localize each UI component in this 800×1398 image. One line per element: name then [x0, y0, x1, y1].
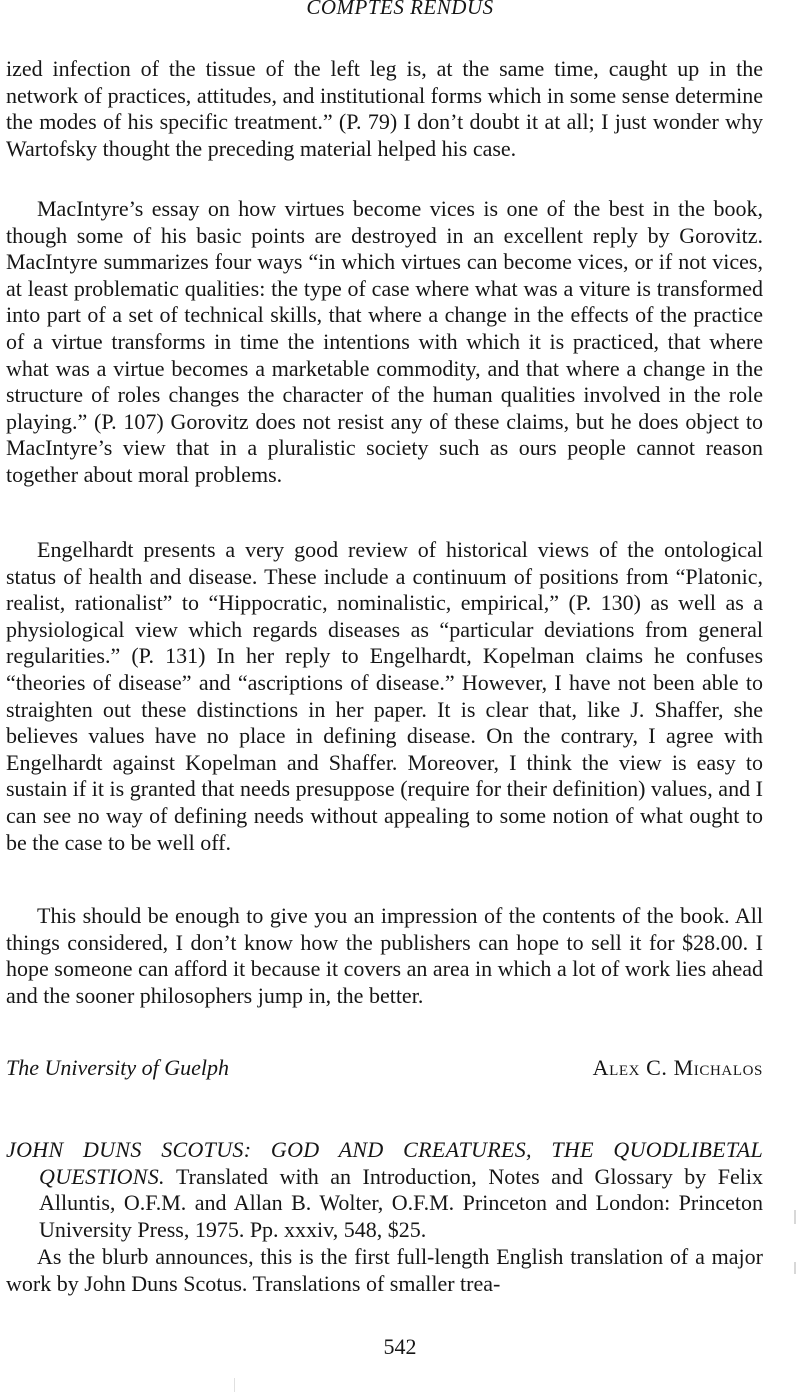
running-head: COMPTES RENDUS: [306, 0, 494, 19]
paragraph-macintyre: MacIntyre’s essay on how virtues become vices is one of the best in the book, though some of his basic points are destroyed in an excellent reply by Gorovitz. MacIntyre summarizes four ways “in which virtues can become vices, or if not vices, at least problematic qualities: the type of case where what was a viture is transformed into part of a set of technical skills, that where a change in the effects of the practice of a virtue transforms in time the intentions with which it is practiced, that where what was a virtue becomes a marketable commodity, and that where a change in the structure of roles changes the character of the human qualities involved in the role playing.” (P. 107) Gorovitz does not resist any of these claims, but he does object to MacIntyre’s view that in a pluralistic society such as ours people cannot reason together about moral problems.: [6, 196, 763, 487]
paragraph-continuation: ized infection of the tissue of the left leg is, at the same time, caught up in the network of practices, attitudes, and institutional forms which in some sense determine the modes of his specific treatment.” (P. 79) I don’t doubt it at all; I just wonder why Wartofsky thought the preceding material helped his case.: [6, 56, 763, 161]
margin-scan-mark: [794, 1210, 796, 1224]
reviewer-name: Alex C. Michalos: [592, 1055, 763, 1080]
scan-artifact-line: [234, 1378, 235, 1392]
reviewer-affiliation: The University of Guelph: [6, 1055, 230, 1080]
reviewed-book-title: JOHN DUNS SCOTUS: GOD AND CREATURES, THE QUODLIBETAL QUESTIONS.: [6, 1137, 763, 1189]
reviewed-book-details: Translated with an Introduction, Notes and Glossary by Felix Alluntis, O.F.M. and Allan B. Wolter, O.F.M. Princeton and London: Princeton University Press, 1975. Pp. xxxiv, 548, $25.: [39, 1163, 763, 1242]
margin-scan-mark: [794, 1262, 796, 1274]
page-number: 542: [383, 1334, 417, 1359]
paragraph-conclusion: This should be enough to give you an impression of the contents of the book. All things considered, I don’t know how the publishers can hope to sell it for $28.00. I hope someone can afford it because it covers an area in which a lot of work lies ahead and the sooner philosophers jump in, the better.: [6, 903, 763, 1008]
review-heading: [6, 1137, 763, 1243]
paragraph-engelhardt: Engelhardt presents a very good review of historical views of the ontological status of health and disease. These include a continuum of positions from “Platonic, realist, rationalist” to “Hippocratic, nominalistic, empirical,” (P. 130) as well as a physiological view which regards diseases as “particular deviations from general regularities.” (P. 131) In her reply to Engelhardt, Kopelman claims he confuses “theories of disease” and “ascriptions of disease.” However, I have not been able to straighten out these distinctions in her paper. It is clear that, like J. Shaffer, she believes values have no place in defining disease. On the contrary, I agree with Engelhardt against Kopelman and Shaffer. Moreover, I think the view is easy to sustain if it is granted that needs presuppose (require for their definition) values, and I can see no way of defining needs without appealing to some notion of what ought to be the case to be well off.: [6, 537, 763, 855]
paragraph-scotus-intro: As the blurb announces, this is the first full-length English translation of a major work by John Duns Scotus. Translations of smaller trea-: [6, 1244, 763, 1296]
